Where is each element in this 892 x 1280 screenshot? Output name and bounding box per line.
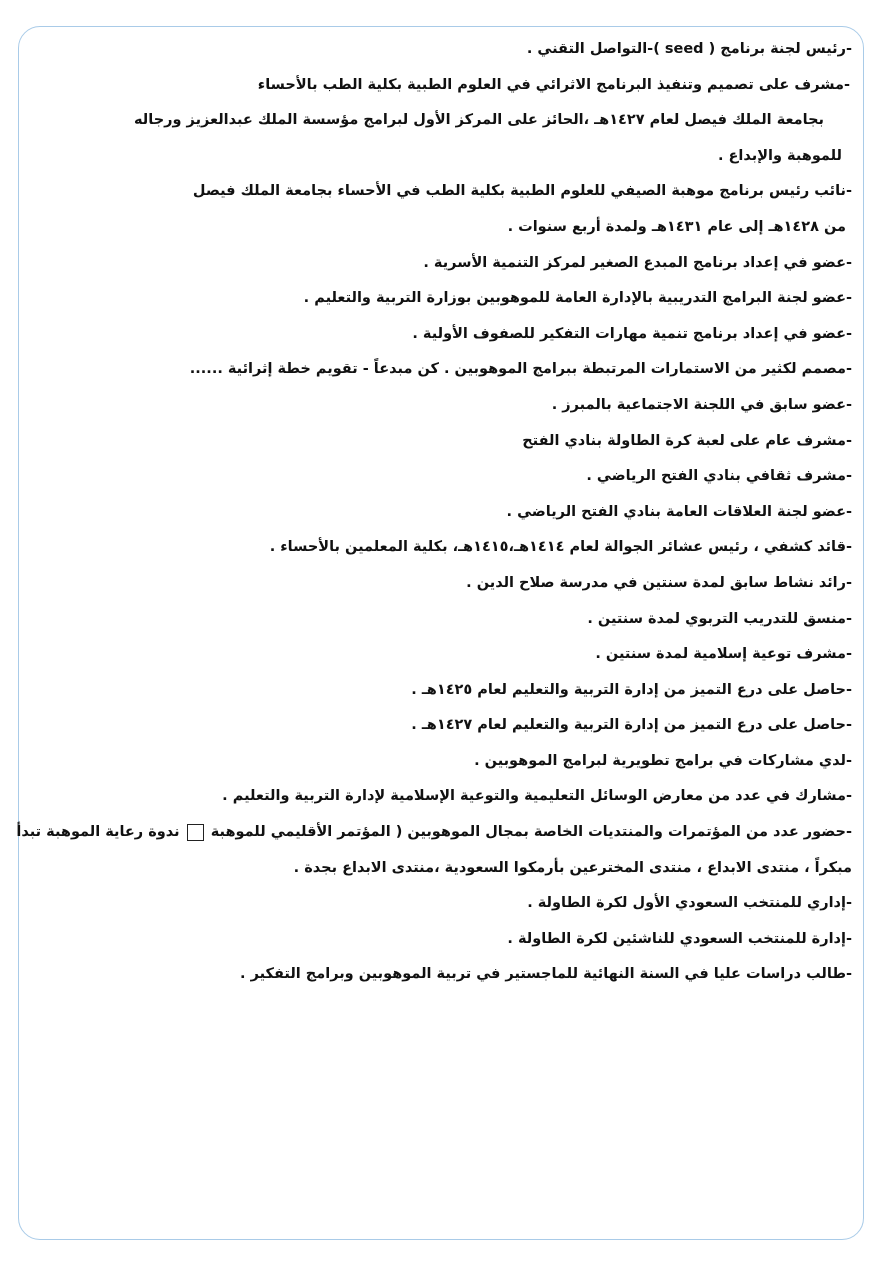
list-item: -عضو لجنة العلاقات العامة بنادي الفتح الرياضي . [506, 503, 852, 520]
list-item: -مشرف ثقافي بنادي الفتح الرياضي . [586, 468, 852, 485]
list-item: -مشرف توعية إسلامية لمدة سنتين . [595, 646, 852, 663]
list-item: -حاصل على درع التميز من إدارة التربية والتعليم لعام ١٤٢٧هـ . [411, 717, 852, 734]
list-item: -مشرف عام على لعبة كرة الطاولة بنادي الفتح [522, 432, 852, 449]
list-item-continuation: من ١٤٢٨هـ إلى عام ١٤٣١هـ ولمدة أربع سنوات . [507, 218, 846, 235]
list-item: -مشارك في عدد من معارض الوسائل التعليمية والتوعية الإسلامية لإدارة التربية والتعليم . [222, 788, 852, 805]
attendance-text-start: -حضور عدد من المؤتمرات والمنتديات الخاصة بمجال الموهوبين ( المؤتمر الأقليمي للموهبة [210, 824, 852, 841]
list-item: -عضو في إعداد برنامج المبدع الصغير لمركز التنمية الأسرية . [423, 254, 852, 271]
list-item-attendance [16, 815, 852, 851]
list-item: -طالب دراسات عليا في السنة النهائية للماجستير في تربية الموهوبين وبرامج التفكير . [240, 966, 852, 983]
list-item: -نائب رئيس برنامج موهبة الصيفي للعلوم الطبية بكلية الطب في الأحساء بجامعة الملك فيصل [192, 183, 852, 200]
list-item: -لدي مشاركات في برامج تطويرية لبرامج الموهوبين . [474, 752, 852, 769]
list-item-continuation: للموهبة والإبداع . [717, 147, 842, 164]
list-item-continuation: مبكراً ، منتدى الابداع ، منتدى المخترعين بأرمكوا السعودية ،منتدى الابداع بجدة . [293, 859, 852, 876]
list-item: -رئيس لجنة برنامج ( seed )-التواصل التقني . [526, 41, 852, 57]
list-item: -عضو لجنة البرامج التدريبية بالإدارة العامة للموهوبين بوزارة التربية والتعليم . [303, 290, 852, 307]
list-item: -مشرف على تصميم وتنفيذ البرنامج الاثرائي في العلوم الطبية بكلية الطب بالأحساء [257, 76, 850, 93]
document-body [16, 32, 852, 993]
list-item-continuation: بجامعة الملك فيصل لعام ١٤٢٧هـ ،الحائز على المركز الأول لبرامج مؤسسة الملك عبدالعزيز ورجاله [134, 112, 824, 129]
list-item: -منسق للتدريب التربوي لمدة سنتين . [587, 610, 852, 627]
list-item: -إدارة للمنتخب السعودي للناشئين لكرة الطاولة . [507, 930, 852, 947]
empty-box-icon [187, 824, 204, 841]
list-item: -عضو في إعداد برنامج تنمية مهارات التفكير للصفوف الأولية . [412, 325, 852, 342]
list-item: -حاصل على درع التميز من إدارة التربية والتعليم لعام ١٤٢٥هـ . [411, 681, 852, 698]
list-item: -رائد نشاط سابق لمدة سنتين في مدرسة صلاح الدين . [466, 574, 852, 591]
list-item: -قائد كشفي ، رئيس عشائر الجوالة لعام ١٤١٤هـ،١٤١٥هـ، بكلية المعلمين بالأحساء . [269, 539, 852, 556]
list-item: -مصمم لكثير من الاستمارات المرتبطة ببرامج الموهوبين . كن مبدعاً - تقويم خطة إثرائية ...... [189, 361, 852, 378]
list-item: -عضو سابق في اللجنة الاجتماعية بالمبرز . [551, 396, 852, 413]
attendance-text-end: ندوة رعاية الموهبة تبدأ [16, 824, 180, 841]
list-item: -إداري للمنتخب السعودي الأول لكرة الطاولة . [527, 895, 852, 912]
